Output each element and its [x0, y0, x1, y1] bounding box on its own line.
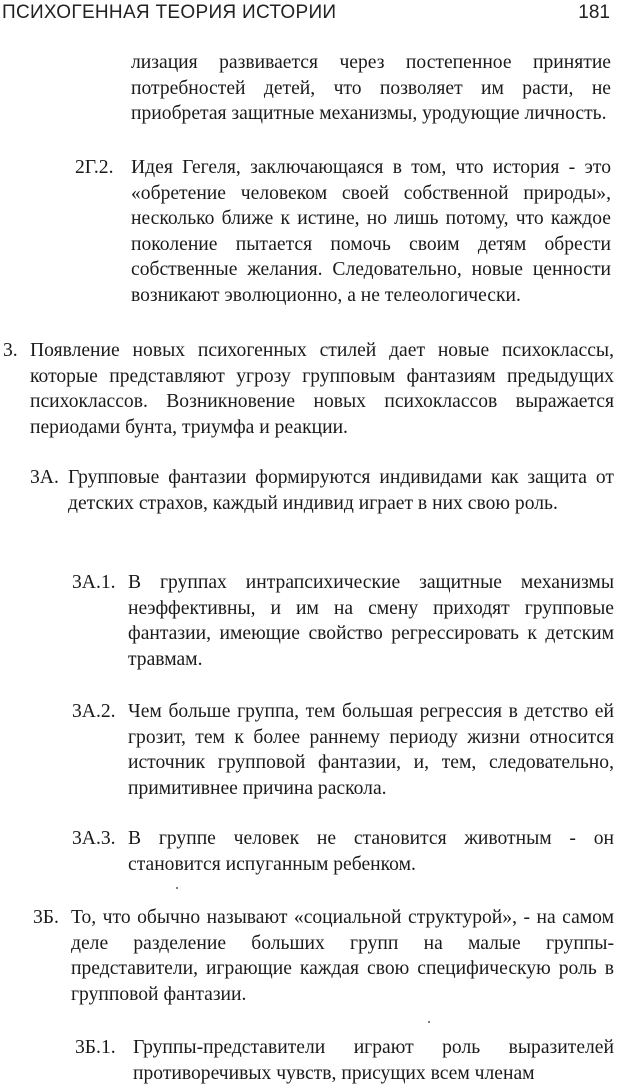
paragraph-label: 2Г.2. — [75, 157, 114, 178]
paragraph-3a1 — [72, 570, 614, 672]
scan-speck — [176, 887, 178, 889]
paragraph-label: 3А.3. — [72, 828, 116, 849]
paragraph-text: В группе человек не становится животным - он становится испуганным ребенком. — [128, 828, 614, 875]
page-number: 181 — [578, 2, 610, 23]
scan-speck — [428, 1021, 430, 1023]
paragraph-3b — [33, 905, 614, 1007]
paragraph-label: 3А. — [30, 467, 59, 488]
paragraph-text: Групповые фантазии формируются индивидами как защита от детских страхов, каждый индивид играет в них свою роль. — [68, 467, 614, 514]
paragraph-text: В группах интрапсихические защитные механизмы неэффективны, и им на смену приходят групповые фантазии, имеющие свойство регрессировать к детским травмам. — [128, 572, 614, 670]
paragraph-label: 3А.2. — [72, 701, 116, 722]
paragraph-label: 3А.1. — [72, 572, 116, 593]
paragraph-label: 3Б. — [33, 907, 59, 928]
paragraph-text: Чем больше группа, тем большая регрессия в детство ей грозит, тем к более раннему периоду жизни относится источник групповой фантазии, и, тем, следовательно, примитивнее причина раскола. — [128, 701, 614, 799]
paragraph-3 — [3, 338, 614, 440]
paragraph-text: Появление новых психогенных стилей дает новые психоклассы, которые представляют угрозу групповым фантазиям предыдущих психоклассов. Возникновение новых психоклассов выражается периодами бунта, триумфа и реакции. — [30, 340, 614, 438]
paragraph-text: лизация развивается через постепенное принятие потребностей детей, что позволяет им расти, не приобретая защитные механизмы, уродующие личность. — [131, 52, 611, 125]
paragraph-continuation — [131, 50, 611, 127]
paragraph-3a — [30, 465, 614, 516]
paragraph-label: 3Б.1. — [75, 1037, 116, 1058]
paragraph-2g2 — [75, 155, 611, 309]
paragraph-3a2 — [72, 699, 614, 801]
paragraph-label: 3. — [3, 340, 18, 361]
paragraph-3a3 — [72, 826, 614, 877]
paragraph-3b1 — [75, 1035, 614, 1086]
running-title: ПСИХОГЕННАЯ ТЕОРИЯ ИСТОРИИ — [2, 2, 337, 23]
paragraph-text: Идея Гегеля, заключающаяся в том, что история - это «обретение человеком своей собственной природы», несколько ближе к истине, но лишь потому, что каждое поколение пытается помочь своим детям обрести собственные желания. Следовательно, новые ценности возникают эволюционно, а не телеологически. — [131, 157, 611, 306]
paragraph-text: Группы-представители играют роль выразителей противоречивых чувств, присущих всем членам — [133, 1037, 614, 1084]
paragraph-text: То, что обычно называют «социальной структурой», - на самом деле разделение больших групп на малые группы-представители, играющие каждая свою специфическую роль в групповой фантазии. — [71, 907, 614, 1005]
